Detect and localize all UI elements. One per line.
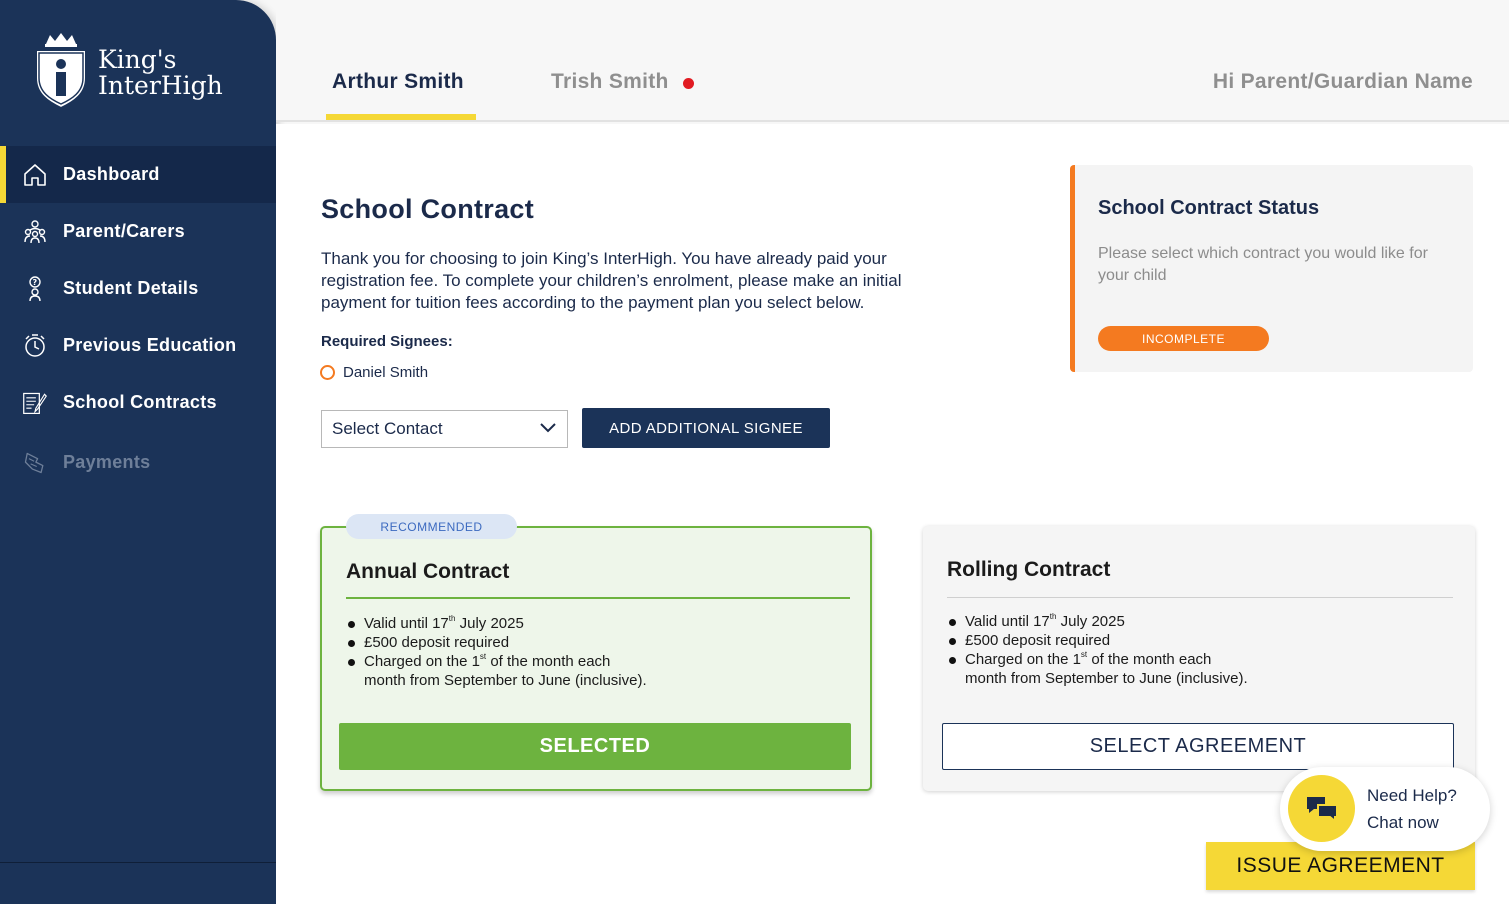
family-icon bbox=[22, 219, 48, 245]
card-title: Annual Contract bbox=[346, 560, 510, 583]
status-badge: INCOMPLETE bbox=[1098, 326, 1269, 351]
logo[interactable] bbox=[32, 30, 223, 115]
list-item: £500 deposit required bbox=[947, 631, 1248, 650]
feature-text: Valid until 17 bbox=[965, 613, 1050, 630]
page-title: School Contract bbox=[321, 194, 535, 224]
sidebar-item-label: Parent/Carers bbox=[63, 221, 185, 241]
sidebar-item-label: Dashboard bbox=[63, 164, 160, 184]
crest-icon bbox=[32, 30, 90, 115]
chat-help-widget[interactable] bbox=[1280, 767, 1490, 851]
recommended-badge: RECOMMENDED bbox=[346, 514, 517, 539]
sidebar-item-label: School Contracts bbox=[63, 392, 217, 412]
sidebar-item-label: Payments bbox=[63, 452, 151, 472]
student-icon bbox=[22, 276, 48, 302]
rolling-contract-card[interactable] bbox=[923, 526, 1475, 791]
select-contact-value: Select Contact bbox=[332, 419, 443, 438]
signee-item bbox=[320, 364, 428, 381]
card-divider bbox=[346, 597, 850, 599]
pending-circle-icon bbox=[320, 365, 335, 380]
annual-contract-card[interactable] bbox=[320, 519, 872, 791]
logo-line1: King's bbox=[98, 44, 177, 74]
list-item bbox=[947, 612, 1248, 631]
home-icon bbox=[22, 162, 48, 188]
clock-icon bbox=[22, 333, 48, 359]
sidebar-item-previous-education[interactable] bbox=[0, 317, 276, 374]
ordinal-suffix: st bbox=[1080, 650, 1088, 659]
sidebar-item-parent-carers[interactable] bbox=[0, 203, 276, 260]
contract-status-card bbox=[1070, 165, 1473, 372]
signee-name: Daniel Smith bbox=[343, 364, 429, 381]
card-title: Rolling Contract bbox=[947, 558, 1111, 581]
sidebar-divider bbox=[0, 862, 276, 863]
card-divider bbox=[947, 597, 1453, 598]
feature-text: month from September to June (inclusive). bbox=[965, 670, 1248, 687]
contract-icon bbox=[22, 390, 48, 416]
notification-dot-icon bbox=[683, 78, 694, 89]
feature-text: Valid until 17 bbox=[364, 615, 449, 632]
feature-text: July 2025 bbox=[1056, 613, 1125, 630]
sidebar-item-payments[interactable] bbox=[0, 434, 276, 491]
tab-arthur-smith[interactable]: Arthur Smith bbox=[332, 70, 464, 93]
feature-text: of the month each bbox=[1087, 651, 1212, 668]
feature-text: Charged on the 1 bbox=[364, 653, 480, 670]
header bbox=[276, 0, 1509, 122]
sidebar-item-label: Previous Education bbox=[63, 335, 237, 355]
add-additional-signee-button[interactable]: ADD ADDITIONAL SIGNEE bbox=[582, 408, 830, 448]
chat-now-link[interactable]: Chat now bbox=[1367, 813, 1439, 832]
user-greeting[interactable]: Hi Parent/Guardian Name bbox=[1212, 70, 1473, 93]
status-title: School Contract Status bbox=[1098, 197, 1320, 219]
main-content bbox=[276, 124, 1509, 904]
payment-icon bbox=[22, 450, 48, 476]
list-item bbox=[346, 614, 647, 633]
card-features-list bbox=[346, 614, 647, 690]
logo-line2: InterHigh bbox=[98, 70, 223, 100]
sidebar-item-label: Student Details bbox=[63, 278, 199, 298]
sidebar-item-dashboard[interactable] bbox=[0, 146, 276, 203]
feature-text: July 2025 bbox=[455, 615, 524, 632]
tab-trish-smith[interactable]: Trish Smith bbox=[551, 70, 669, 93]
ordinal-suffix: st bbox=[479, 652, 487, 661]
svg-text:?: ? bbox=[32, 277, 38, 287]
select-contact-dropdown[interactable] bbox=[321, 410, 568, 448]
ordinal-suffix: th bbox=[448, 614, 456, 623]
chat-icon bbox=[1288, 775, 1355, 842]
list-item bbox=[346, 652, 647, 690]
feature-text: of the month each bbox=[486, 653, 611, 670]
ordinal-suffix: th bbox=[1049, 612, 1057, 621]
help-title: Need Help? bbox=[1367, 786, 1457, 805]
feature-text: Charged on the 1 bbox=[965, 651, 1081, 668]
sidebar-nav bbox=[0, 146, 276, 491]
list-item bbox=[947, 650, 1248, 688]
issue-agreement-button[interactable]: ISSUE AGREEMENT bbox=[1206, 842, 1475, 890]
intro-text: Thank you for choosing to join King’s InterHigh. You have already paid your registration fee. To complete your children’s enrolment, please make an initial payment for tuition fees according to the payment plan you select below. bbox=[321, 249, 902, 312]
chevron-down-icon bbox=[539, 419, 557, 439]
required-signees-label: Required Signees: bbox=[321, 333, 453, 350]
select-agreement-button[interactable]: SELECT AGREEMENT bbox=[942, 723, 1454, 770]
feature-text: month from September to June (inclusive). bbox=[364, 672, 647, 689]
sidebar bbox=[0, 0, 276, 904]
sidebar-item-student-details[interactable] bbox=[0, 260, 276, 317]
list-item: £500 deposit required bbox=[346, 633, 647, 652]
card-features-list bbox=[947, 612, 1248, 688]
active-tab-indicator bbox=[326, 114, 476, 120]
status-text: Please select which contract you would like for your child bbox=[1098, 245, 1428, 284]
selected-button[interactable]: SELECTED bbox=[339, 723, 851, 770]
sidebar-item-school-contracts[interactable] bbox=[0, 374, 276, 431]
